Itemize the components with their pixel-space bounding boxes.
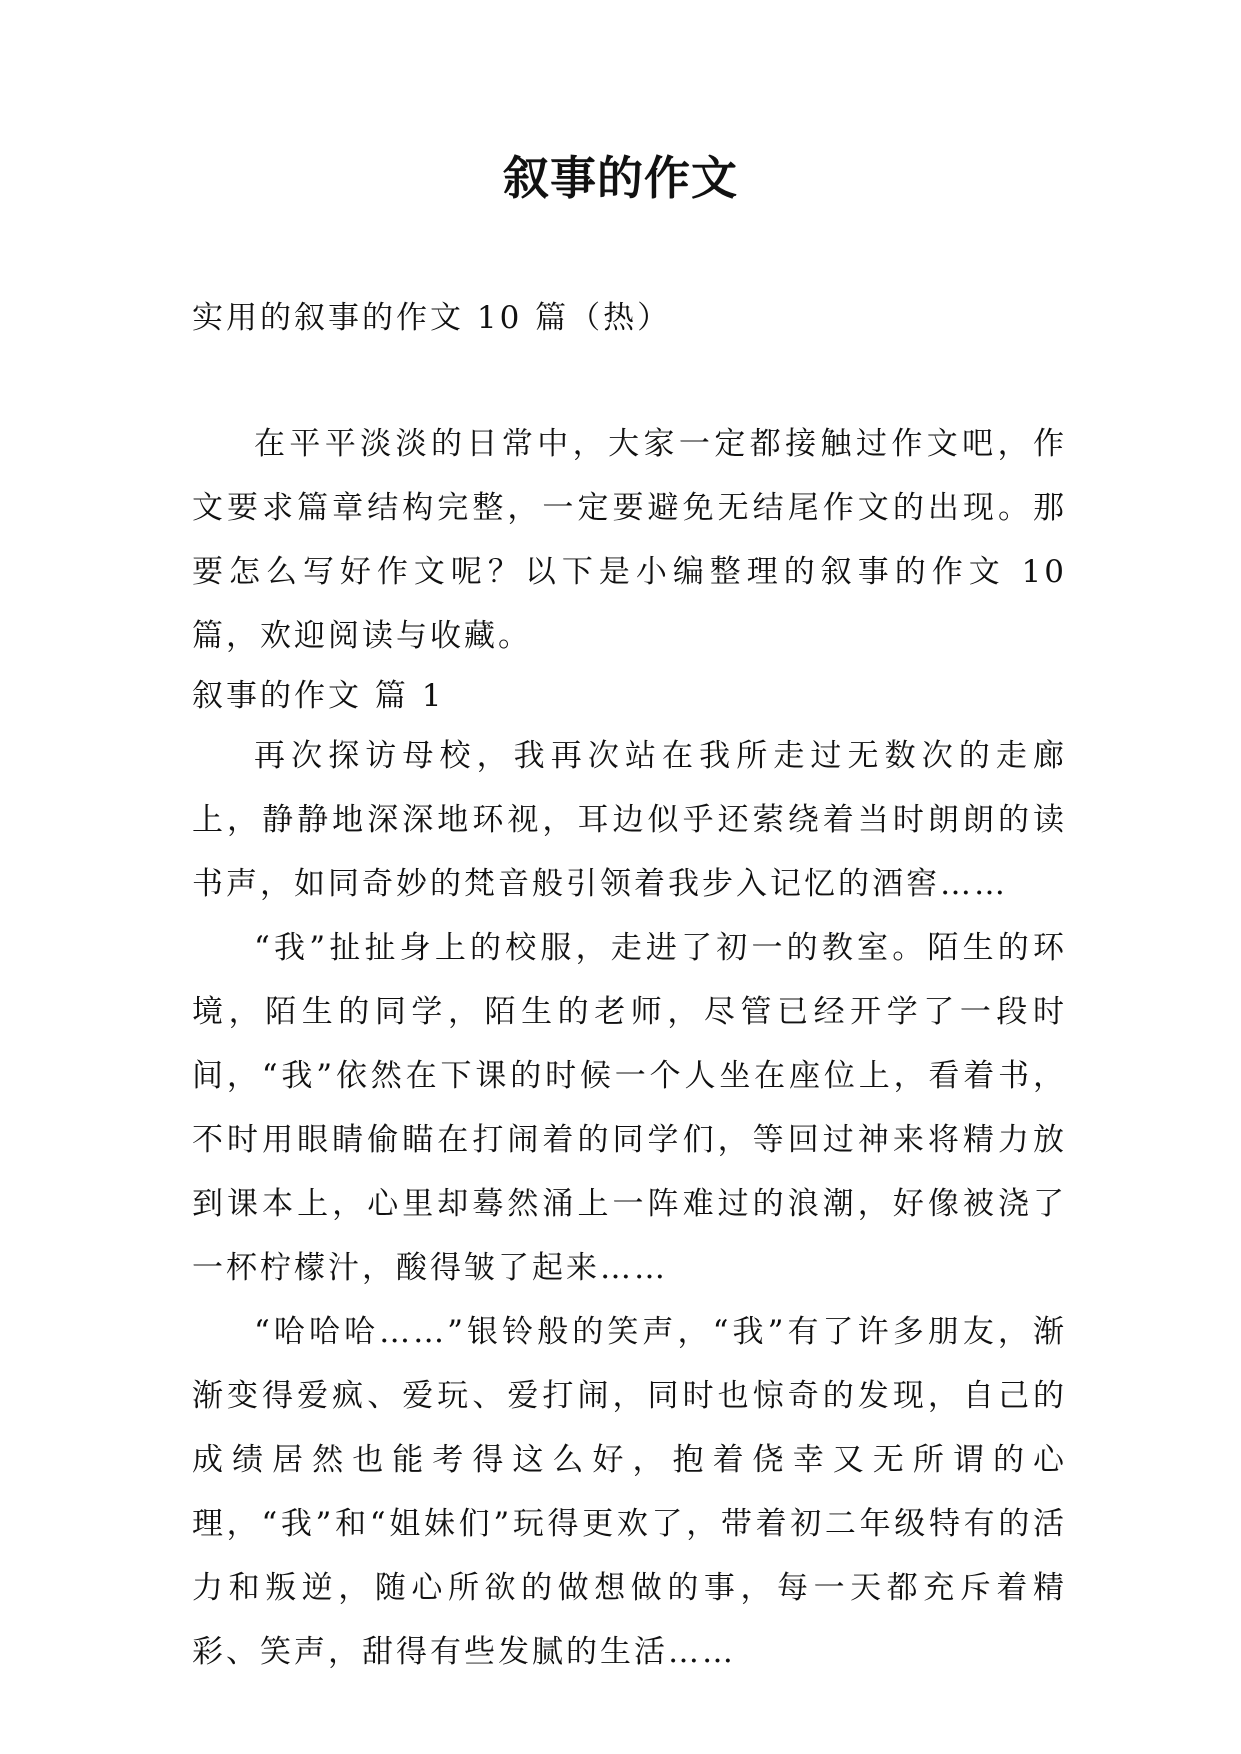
body-paragraph: “哈哈哈……”银铃般的笑声，“我”有了许多朋友，渐渐变得爱疯、爱玩、爱打闹，同时也惊奇的发现，自己的成绩居然也能考得这么好，抱着侥幸又无所谓的心理，“我”和“姐妹们”玩得更欢了，带着初二年级特有的活力和叛逆，随心所欲的做想做的事，每一天都充斥着精彩、笑声，甜得有些发腻的生活…… <box>192 1314 1067 1670</box>
document-body <box>192 286 1067 1684</box>
document-subtitle: 实用的叙事的作文 10 篇（热） <box>192 300 672 336</box>
document-title: 叙事的作文 <box>503 151 738 205</box>
body-paragraph: “我”扯扯身上的校服，走进了初一的教室。陌生的环境，陌生的同学，陌生的老师，尽管已经开学了一段时间，“我”依然在下课的时候一个人坐在座位上，看着书，不时用眼睛偷瞄在打闹着的同学们，等回过神来将精力放到课本上，心里却蓦然涌上一阵难过的浪潮，好像被浇了一杯柠檬汁，酸得皱了起来…… <box>192 930 1067 1286</box>
body-paragraph: 再次探访母校，我再次站在我所走过无数次的走廊上，静静地深深地环视，耳边似乎还萦绕着当时朗朗的读书声，如同奇妙的梵音般引领着我步入记忆的酒窖…… <box>192 738 1067 902</box>
section-heading: 叙事的作文 篇 1 <box>192 678 445 714</box>
intro-paragraph: 在平平淡淡的日常中，大家一定都接触过作文吧，作文要求篇章结构完整，一定要避免无结尾作文的出现。那要怎么写好作文呢？以下是小编整理的叙事的作文 10 篇，欢迎阅读与收藏。 <box>192 426 1067 654</box>
